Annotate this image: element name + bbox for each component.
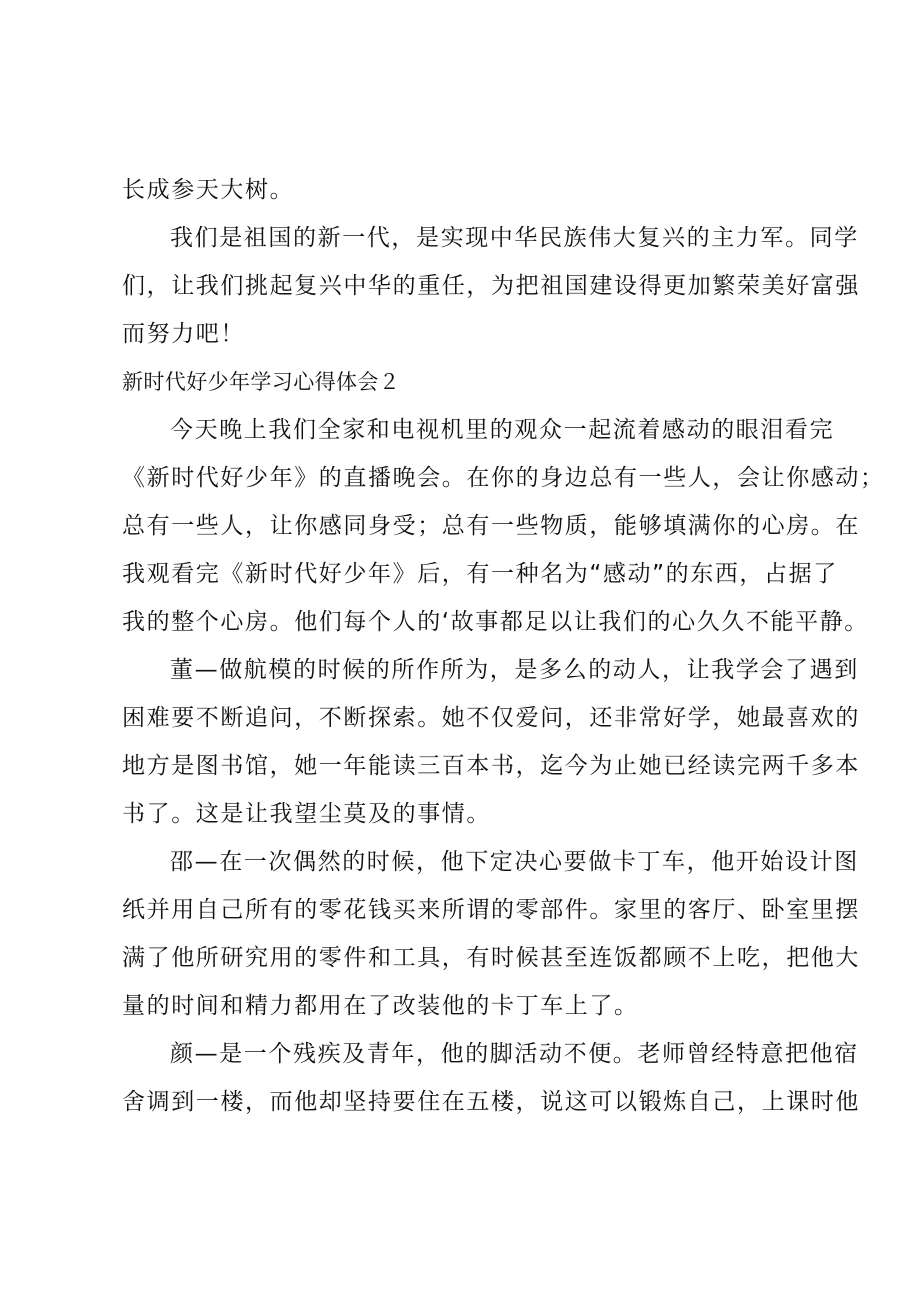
text-line: 舍调到一楼，而他却坚持要住在五楼，说这可以锻炼自己，上课时他 (122, 1089, 860, 1115)
paragraph-start-line: 董—做航模的时候的所作所为，是多么的动人，让我学会了遇到 (170, 657, 859, 683)
paragraph-start-line: 邵—在一次偶然的时候，他下定决心要做卡丁车，他开始设计图 (170, 849, 859, 875)
text-line: 《新时代好少年》的直播晚会。在你的身边总有一些人，会让你感动； (122, 465, 885, 491)
text-line: 们，让我们挑起复兴中华的重任，为把祖国建设得更加繁荣美好富强 (122, 273, 860, 299)
text-line: 总有一些人，让你感同身受；总有一些物质，能够填满你的心房。在 (122, 513, 860, 539)
text-line: 我观看完《新时代好少年》后，有一种名为“感动”的东西，占据了 (122, 561, 838, 587)
text-line: 地方是图书馆，她一年能读三百本书，迄今为止她已经读完两千多本 (122, 753, 860, 779)
paragraph-start-line: 我们是祖国的新一代，是实现中华民族伟大复兴的主力军。同学 (170, 225, 859, 251)
text-line: 而努力吧！ (122, 321, 245, 347)
text-line: 我的整个心房。他们每个人的‘故事都足以让我们的心久久不能平静。 (122, 609, 869, 635)
text-line: 书了。这是让我望尘莫及的事情。 (122, 801, 491, 827)
text-line: 满了他所研究用的零件和工具，有时候甚至连饭都顾不上吃，把他大 (122, 945, 860, 971)
section-heading: 新时代好少年学习心得体会２ (122, 370, 401, 394)
text-line: 长成参天大树。 (122, 177, 295, 203)
paragraph-start-line: 今天晚上我们全家和电视机里的观众一起流着感动的眼泪看完 (170, 417, 835, 443)
text-line: 量的时间和精力都用在了改装他的卡丁车上了。 (122, 993, 639, 1019)
document-body (122, 166, 885, 1126)
text-line: 困难要不断追问，不断探索。她不仅爱问，还非常好学，她最喜欢的 (122, 705, 860, 731)
text-line: 纸并用自己所有的零花钱买来所谓的零部件。家里的客厅、卧室里摆 (122, 897, 860, 923)
paragraph-start-line: 颜—是一个残疾及青年，他的脚活动不便。老师曾经特意把他宿 (170, 1041, 859, 1067)
